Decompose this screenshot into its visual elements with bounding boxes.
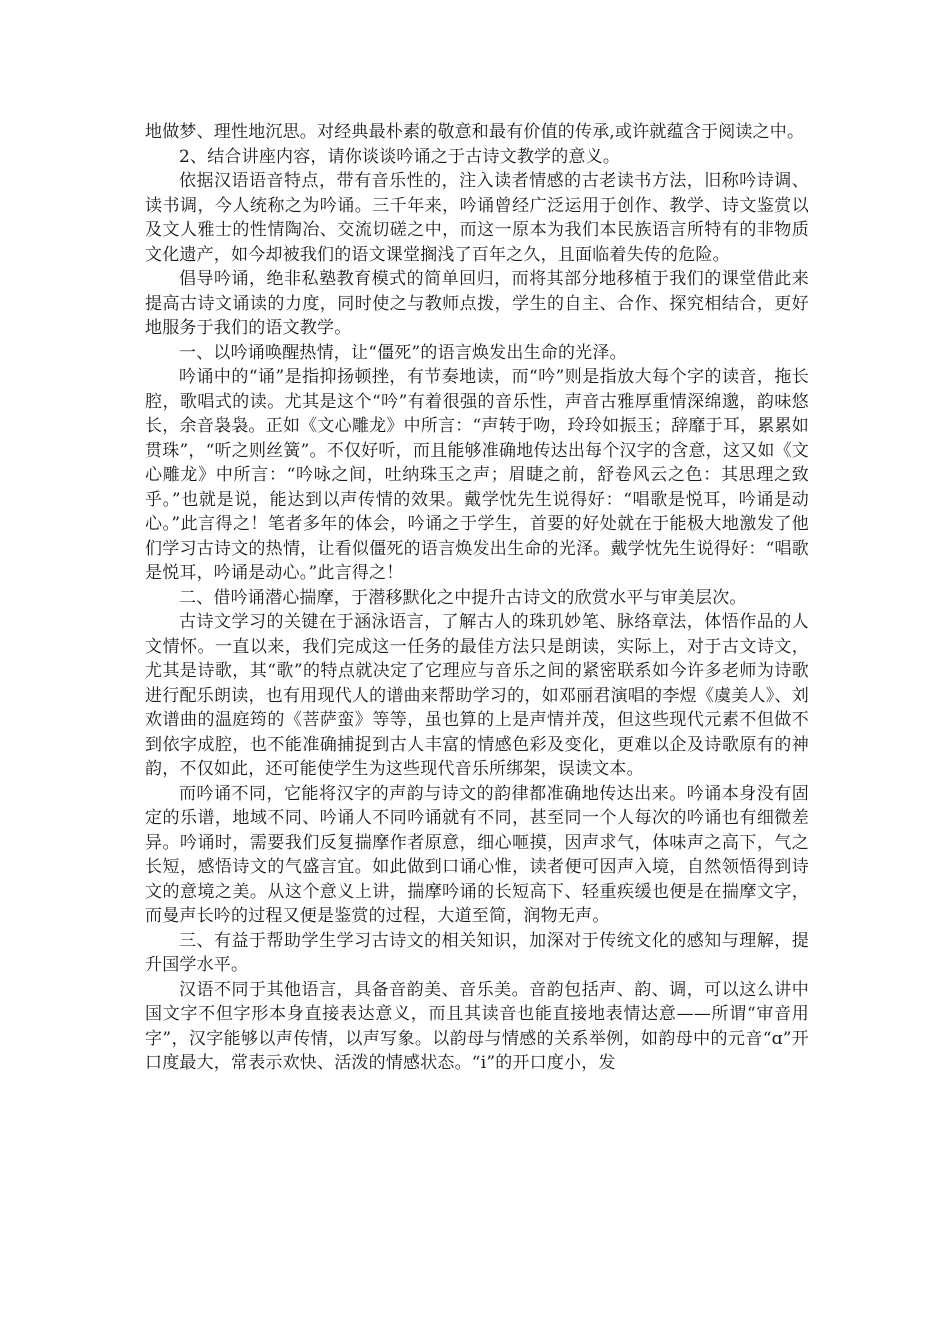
document-body — [145, 120, 809, 1076]
section-heading-1: 一、以吟诵唤醒热情，让“僵死”的语言焕发出生命的光泽。 — [179, 342, 627, 363]
paragraph-5: 古诗文学习的关键在于涵泳语言，了解古人的珠玑妙笔、脉络章法，体悟作品的人文情怀。一直以来，我们完成这一任务的最佳方法只是朗读，实际上，对于古文诗文，尤其是诗歌，其“歌”的特点就决定了它理应与音乐之间的紧密联系如今许多老师为诗歌进行配乐朗读，也有用现代人的谱曲来帮助学习的，如邓丽君演唱的李煜《虞美人》、刘欢谱曲的温庭筠的《菩萨蛮》等等，虽也算的上是声情并茂，但这些现代元素不但做不到依字成腔，也不能准确捕捉到古人丰富的情感色彩及变化，更难以企及诗歌原有的神韵，不仅如此，还可能使学生为这些现代音乐所绑架，误读文本。 — [145, 612, 809, 779]
paragraph-3: 倡导吟诵，绝非私塾教育模式的简单回归，而将其部分地移植于我们的课堂借此来提高古诗文诵读的力度，同时使之与教师点拨，学生的自主、合作、探究相结合，更好地服务于我们的语文教学。 — [145, 269, 809, 338]
question-heading: 2、结合讲座内容，请你谈谈吟诵之于古诗文教学的意义。 — [179, 146, 621, 167]
paragraph-1: 地做梦、理性地沉思。对经典最朴素的敬意和最有价值的传承,或许就蕴含于阅读之中。 — [145, 122, 805, 142]
paragraph-7: 汉语不同于其他语言，具备音韵美、音乐美。音韵包括声、韵、调，可以这么讲中国文字不但字形本身直接表达意义，而且其读音也能直接地表情达意——所谓“审音用字”，汉字能够以声传情，以声写象。以韵母与情感的关系举例，如韵母中的元音“ɑ”开口度最大，常表示欢快、活泼的情感状态。“i”的开口度小，发 — [145, 979, 809, 1073]
section-heading-2: 二、借吟诵潜心揣摩，于潜移默化之中提升古诗文的欣赏水平与审美层次。 — [179, 587, 747, 608]
paragraph-6: 而吟诵不同，它能将汉字的声韵与诗文的韵律都准确地传达出来。吟诵本身没有固定的乐谱，地域不同、吟诵人不同吟诵就有不同，甚至同一个人每次的吟诵也有细微差异。吟诵时，需要我们反复揣摩作者原意，细心咂摸，因声求气，体味声之高下，气之长短，感悟诗文的气盛言宜。如此做到口诵心惟，读者便可因声入境，自然领悟得到诗文的意境之美。从这个意义上讲，揣摩吟诵的长短高下、轻重疾缓也便是在揣摩文字，而曼声长吟的过程又便是鉴赏的过程，大道至简，润物无声。 — [145, 783, 809, 926]
section-heading-3: 三、有益于帮助学生学习古诗文的相关知识，加深对于传统文化的感知与理解，提升国学水平。 — [145, 930, 809, 975]
paragraph-4: 吟诵中的“诵”是指抑扬顿挫，有节奏地读，而“吟”则是指放大每个字的读音，拖长腔，歌唱式的读。尤其是这个“吟”有着很强的音乐性，声音古雅厚重情深绵邈，韵味悠长，余音袅袅。正如《文心雕龙》中所言：“声转于吻，玲玲如振玉；辞靡于耳，累累如贯珠”，“听之则丝簧”。不仅好听，而且能够准确地传达出每个汉字的含意，这又如《文心雕龙》中所言：“吟咏之间，吐纳珠玉之声；眉睫之前，舒卷风云之色：其思理之致乎。”也就是说，能达到以声传情的效果。戴学忱先生说得好：“唱歌是悦耳，吟诵是动心。”此言得之！笔者多年的体会，吟诵之于学生，首要的好处就在于能极大地激发了他们学习古诗文的热情，让看似僵死的语言焕发出生命的光泽。戴学忱先生说得好：“唱歌是悦耳，吟诵是动心。”此言得之！ — [145, 367, 809, 583]
paragraph-2: 依据汉语语音特点，带有音乐性的，注入读者情感的古老读书方法，旧称吟诗调、读书调，今人统称之为吟诵。三千年来，吟诵曾经广泛运用于创作、教学、诗文鉴赏以及文人雅士的性情陶冶、交流切磋之中，而这一原本为我们本民族语言所特有的非物质文化遗产，如今却被我们的语文课堂搁浅了百年之久，且面临着失传的危险。 — [145, 171, 809, 265]
